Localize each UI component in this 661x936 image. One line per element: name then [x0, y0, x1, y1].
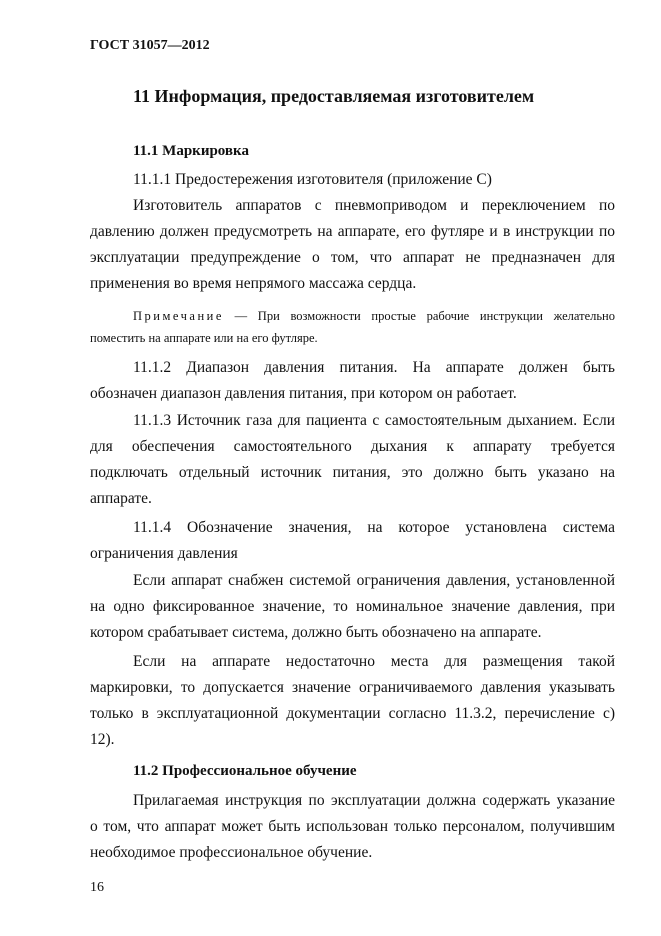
paragraph-line: Если на аппарате недостаточно места для размещения такой	[133, 653, 615, 670]
clause-11-1-3-line: подключать отдельный источник питания, это должно быть указано на	[90, 464, 615, 481]
note-text: — При возможности простые рабочие инструкции желательно	[223, 309, 615, 323]
paragraph-line: маркировки, то допускается значение ограничиваемого давления указывать	[90, 679, 615, 696]
clause-11-1-1-heading: 11.1.1 Предостережения изготовителя (приложение С)	[133, 171, 492, 188]
paragraph-line: эксплуатации предупреждение о том, что аппарат не предназначен для	[90, 249, 615, 266]
note-line	[133, 306, 615, 326]
paragraph-line: только в эксплуатационной документации согласно 11.3.2, перечисление с)	[90, 705, 615, 722]
paragraph-line: котором срабатывает система, должно быть обозначено на аппарате.	[90, 624, 542, 641]
note-label: Примечание	[133, 309, 224, 323]
paragraph-line: необходимое профессиональное обучение.	[90, 844, 373, 861]
clause-11-1-2-line: 11.1.2 Диапазон давления питания. На аппарате должен быть	[133, 359, 615, 376]
section-11-2-title: 11.2 Профессиональное обучение	[133, 763, 357, 779]
clause-11-1-4-heading: ограничения давления	[90, 545, 238, 562]
page-number: 16	[90, 880, 104, 895]
paragraph-line: Прилагаемая инструкция по эксплуатации должна содержать указание	[133, 792, 615, 809]
paragraph-line: применения во время непрямого массажа сердца.	[90, 275, 417, 292]
clause-11-1-3-line: для обеспечения самостоятельного дыхания к аппарату требуется	[90, 438, 615, 455]
standard-header: ГОСТ 31057—2012	[90, 38, 210, 53]
paragraph-line: Изготовитель аппаратов с пневмоприводом и переключением по	[133, 197, 615, 214]
paragraph-line: давлению должен предусмотреть на аппарате, его футляре и в инструкции по	[90, 223, 615, 240]
section-11-1-title: 11.1 Маркировка	[133, 143, 249, 159]
clause-11-1-3-line: 11.1.3 Источник газа для пациента с самостоятельным дыханием. Если	[133, 412, 615, 429]
paragraph-line: о том, что аппарат может быть использован только персоналом, получившим	[90, 818, 615, 835]
paragraph-line: на одно фиксированное значение, то номинальное значение давления, при	[90, 598, 615, 615]
paragraph-line: Если аппарат снабжен системой ограничения давления, установленной	[133, 572, 615, 589]
clause-11-1-4-heading: 11.1.4 Обозначение значения, на которое установлена система	[133, 519, 615, 536]
clause-11-1-3-line: аппарате.	[90, 490, 152, 507]
note-line: поместить на аппарате или на его футляре.	[90, 331, 318, 345]
paragraph-line: 12).	[90, 731, 115, 748]
section-11-title: 11 Информация, предоставляемая изготовителем	[133, 86, 535, 106]
clause-11-1-2-line: обозначен диапазон давления питания, при котором он работает.	[90, 385, 517, 402]
